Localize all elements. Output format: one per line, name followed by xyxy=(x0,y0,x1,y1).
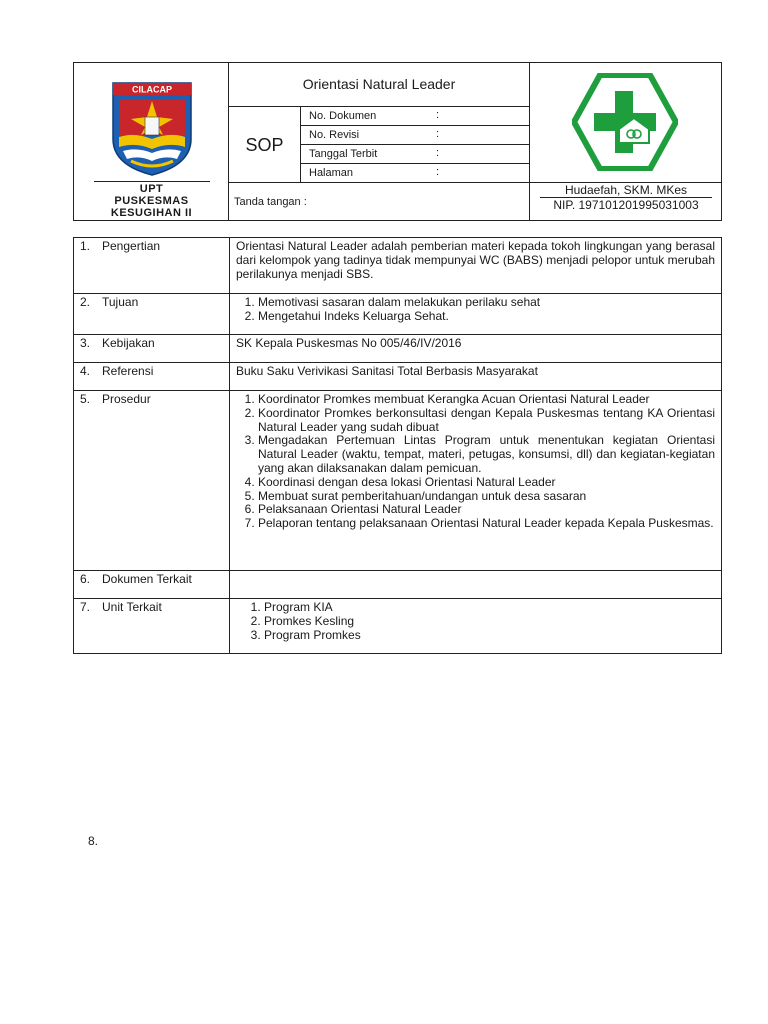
list-item: 2. Mengetahui Indeks Keluarga Sehat. xyxy=(258,310,715,324)
meta-label: Halaman xyxy=(309,167,354,179)
row-title: Tujuan xyxy=(102,295,139,309)
official-nip: NIP. 197101201995031003 xyxy=(553,198,699,212)
list-item: 5. Membuat surat pemberitahuan/undangan untuk desa sasaran xyxy=(258,490,715,504)
list-item: 2. Koordinator Promkes berkonsultasi dengan Kepala Puskesmas tentang KA Orientasi Natural Leader yang sudah dibuat xyxy=(258,407,715,435)
signature-cell xyxy=(229,183,530,220)
row-content: Buku Saku Verivikasi Sanitasi Total Berbasis Masyarakat xyxy=(230,363,722,391)
meta-label: No. Revisi xyxy=(309,129,360,141)
meta-label: No. Dokumen xyxy=(309,110,377,122)
meta-colon: : xyxy=(436,109,440,121)
row-title: Dokumen Terkait xyxy=(102,572,192,586)
row-number: 1. xyxy=(80,239,91,253)
row-content xyxy=(230,571,722,599)
tujuan-list xyxy=(236,296,715,324)
row-number: 7. xyxy=(80,600,91,614)
row-content xyxy=(230,294,722,335)
row-number: 4. xyxy=(80,364,91,378)
sop-header xyxy=(73,62,722,221)
list-item: 3. Program Promkes xyxy=(264,629,715,643)
sop-content-table xyxy=(73,237,722,654)
meta-colon: : xyxy=(436,128,440,140)
row-number: 2. xyxy=(80,295,91,309)
unit-list xyxy=(236,601,715,642)
signature-label: Tanda tangan : xyxy=(234,196,307,208)
row-label xyxy=(74,363,230,391)
row-number: 6. xyxy=(80,572,91,586)
row-label xyxy=(74,599,230,654)
kemenkes-logo-icon xyxy=(572,73,678,171)
list-item: 3. Mengadakan Pertemuan Lintas Program untuk menentukan kegiatan Orientasi Natural Leader (waktu, tempat, materi, petugas, konsumsi, dll) dan kegiatan-kegiatan yang akan dilaksanakan dalam pemicuan. xyxy=(258,434,715,475)
list-item: 1. Memotivasi sasaran dalam melakukan perilaku sehat xyxy=(258,296,715,310)
meta-halaman xyxy=(301,164,530,183)
document-title: Orientasi Natural Leader xyxy=(229,63,530,107)
cilacap-crest-icon xyxy=(109,77,195,177)
row-label xyxy=(74,238,230,294)
list-item: 2. Promkes Kesling xyxy=(264,615,715,629)
list-item: 1. Program KIA xyxy=(264,601,715,615)
meta-colon: : xyxy=(436,166,440,178)
official-name: Hudaefah, SKM. MKes xyxy=(540,183,712,198)
table-row xyxy=(74,599,722,654)
row-content: Orientasi Natural Leader adalah pemberian materi kepada tokoh lingkungan yang berasal dari kelompok yang tadinya tidak mempunyai WC (BABS) menjadi pelopor untuk merubah perilakunya menjadi SBS. xyxy=(230,238,722,294)
list-item: 4. Koordinasi dengan desa lokasi Orientasi Natural Leader xyxy=(258,476,715,490)
row-label xyxy=(74,571,230,599)
meta-tanggal-terbit xyxy=(301,145,530,164)
row-content xyxy=(230,599,722,654)
list-item: 7. Pelaporan tentang pelaksanaan Orientasi Natural Leader kepada Kepala Puskesmas. xyxy=(258,517,715,531)
table-row xyxy=(74,238,722,294)
row-title: Pengertian xyxy=(102,239,161,253)
meta-colon: : xyxy=(436,147,440,159)
sop-label: SOP xyxy=(229,107,301,183)
meta-label: Tanggal Terbit xyxy=(309,148,378,160)
row-content xyxy=(230,391,722,571)
crest-banner-text: CILACAP xyxy=(132,84,172,95)
logo-cell xyxy=(74,63,229,220)
row-label xyxy=(74,294,230,335)
meta-no-dokumen xyxy=(301,107,530,126)
row-number: 5. xyxy=(80,392,91,406)
table-row xyxy=(74,335,722,363)
logo-divider xyxy=(94,181,210,182)
row-label xyxy=(74,335,230,363)
table-row xyxy=(74,391,722,571)
prosedur-list xyxy=(236,393,715,531)
kemenkes-logo-cell xyxy=(530,63,721,183)
official-cell xyxy=(530,183,721,220)
org-line-puskesmas: PUSKESMAS xyxy=(114,195,189,207)
list-item: 6. Pelaksanaan Orientasi Natural Leader xyxy=(258,503,715,517)
row-number: 3. xyxy=(80,336,91,350)
list-item: 1. Koordinator Promkes membuat Kerangka Acuan Orientasi Natural Leader xyxy=(258,393,715,407)
row-title: Referensi xyxy=(102,364,154,378)
row-content: SK Kepala Puskesmas No 005/46/IV/2016 xyxy=(230,335,722,363)
table-row xyxy=(74,294,722,335)
row-title: Prosedur xyxy=(102,392,151,406)
table-row xyxy=(74,571,722,599)
table-row xyxy=(74,363,722,391)
meta-no-revisi xyxy=(301,126,530,145)
row-title: Kebijakan xyxy=(102,336,155,350)
row-title: Unit Terkait xyxy=(102,600,162,614)
org-line-kesugihan: KESUGIHAN II xyxy=(110,207,193,219)
org-line-upt: UPT xyxy=(139,183,164,195)
row-label xyxy=(74,391,230,571)
footer-number: 8. xyxy=(88,834,99,848)
